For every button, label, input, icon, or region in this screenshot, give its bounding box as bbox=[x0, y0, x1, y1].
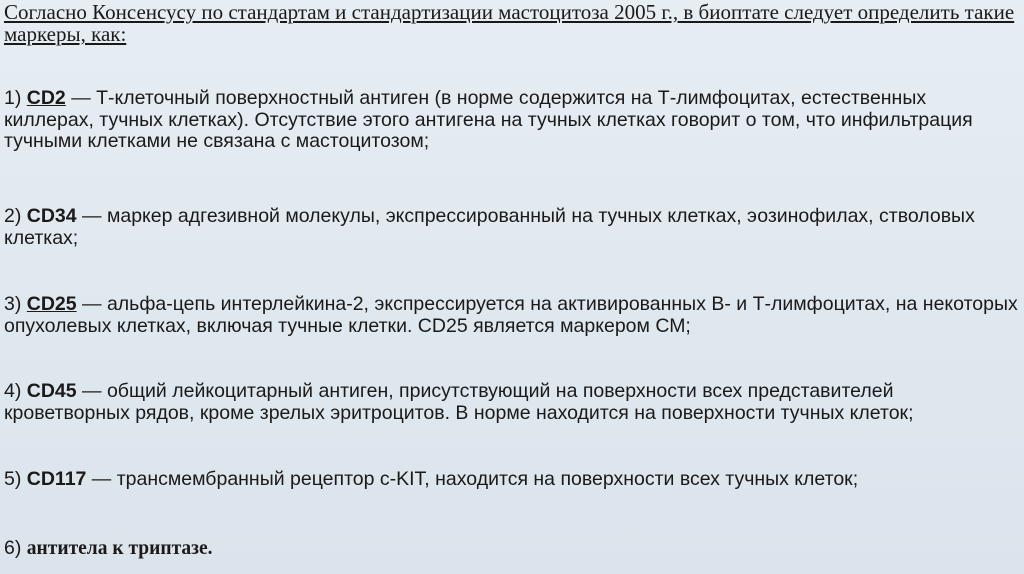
marker-term: CD34 bbox=[26, 205, 77, 227]
marker-item-cd45 bbox=[4, 381, 1020, 424]
item-number: 5) bbox=[4, 468, 27, 490]
marker-description: — маркер адгезивной молекулы, экспрессированный на тучных клетках, эозинофилах, стволовых клетках; bbox=[4, 205, 975, 249]
item-number: 2) bbox=[4, 205, 27, 227]
marker-item-cd117 bbox=[4, 469, 1020, 491]
marker-description: — общий лейкоцитарный антиген, присутствующий на поверхности всех представителей кроветворных рядов, кроме зрелых эритроцитов. В норме находится на поверхности тучных клеток; bbox=[4, 380, 914, 424]
item-number: 1) bbox=[4, 87, 27, 109]
item-number: 6) bbox=[4, 537, 27, 559]
marker-term: антитела к триптазе. bbox=[26, 538, 213, 559]
marker-term: CD45 bbox=[26, 380, 77, 402]
marker-description: — альфа-цепь интерлейкина-2, экспрессируется на активированных В- и Т-лимфоцитах, на некоторых опухолевых клетках, включая тучные клетки. CD25 является маркером СМ; bbox=[4, 293, 1018, 337]
intro-text: Согласно Консенсусу по стандартам и стандартизации мастоцитоза 2005 г., в биоптате следует определить такие маркеры, как: bbox=[4, 0, 1015, 46]
marker-description: — трансмембранный рецептор c-KIT, находится на поверхности всех тучных клеток; bbox=[86, 468, 859, 490]
marker-term: CD25 bbox=[26, 293, 77, 315]
marker-item-cd2 bbox=[4, 88, 1020, 153]
item-number: 3) bbox=[4, 293, 27, 315]
item-number: 4) bbox=[4, 380, 27, 402]
marker-term: CD2 bbox=[26, 87, 66, 109]
marker-item-tryptase bbox=[4, 538, 1020, 560]
marker-item-cd34 bbox=[4, 206, 1020, 249]
marker-item-cd25 bbox=[4, 294, 1020, 337]
marker-description: — Т-клеточный поверхностный антиген (в норме содержится на Т-лимфоцитах, естественных киллерах, тучных клетках). Отсутствие этого антигена на тучных клетках говорит о том, что инфильтрация тучными клетками не связана с мастоцитозом; bbox=[4, 87, 973, 152]
marker-term: CD117 bbox=[26, 468, 87, 490]
